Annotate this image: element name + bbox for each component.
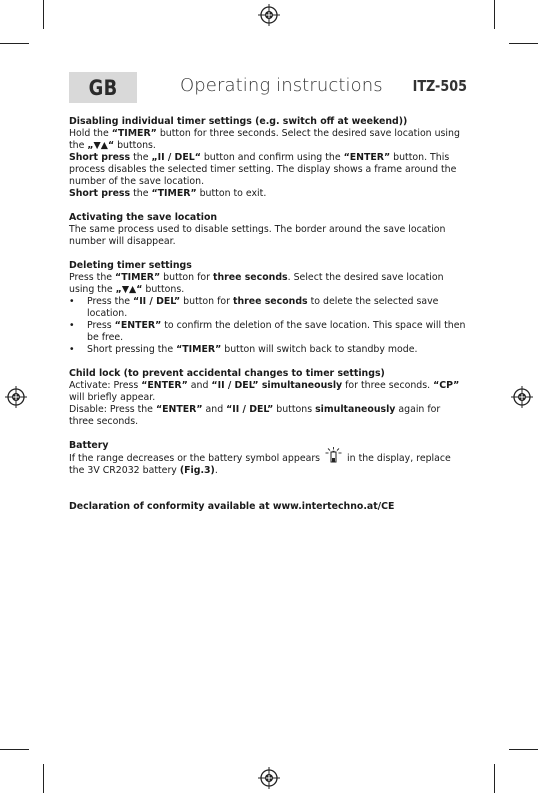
paragraph: Press the “TIMER” button for three seconds. Select the desired save location using the „▼▲“ buttons.	[69, 272, 444, 295]
model-number: ITZ-505	[412, 77, 467, 95]
section-heading-delete: Deleting timer settings	[69, 260, 192, 271]
instructions-body	[69, 116, 467, 513]
language-code: GB	[88, 75, 118, 100]
language-badge	[69, 72, 137, 103]
section-heading-activate: Activating the save location	[69, 212, 218, 223]
crop-mark	[509, 749, 538, 750]
section-heading-childlock: Child lock (to prevent accidental changes to timer settings)	[69, 368, 385, 379]
crop-mark	[43, 0, 44, 29]
page-title: Operating instructions	[180, 75, 383, 96]
crop-mark	[0, 43, 29, 44]
paragraph: Disable: Press the “ENTER” and “II / DEL” buttons simultaneously again for three seconds.	[69, 404, 441, 427]
paragraph: If the range decreases or the battery symbol appears in the display, replace the 3V CR2032 battery (Fig.3).	[69, 452, 467, 477]
list-item: • Press “ENTER” to confirm the deletion of the save location. This space will then be free.	[69, 320, 466, 343]
section-heading-battery: Battery	[69, 440, 109, 451]
page-header	[69, 72, 467, 103]
crop-mark	[0, 749, 29, 750]
crop-mark	[494, 764, 495, 793]
registration-mark-icon	[511, 386, 533, 408]
paragraph: Hold the “TIMER” button for three seconds. Select the desired save location using the „▼▲“ buttons.	[69, 128, 460, 151]
list-item: • Short pressing the “TIMER” button will switch back to standby mode.	[69, 344, 418, 355]
bullet-icon: •	[69, 296, 75, 307]
bullet-icon: •	[69, 344, 75, 355]
registration-mark-icon	[258, 767, 280, 789]
conformity-note: Declaration of conformity available at www.intertechno.at/CE	[69, 501, 395, 512]
paragraph: Short press the „II / DEL“ button and confirm using the “ENTER” button. This process disables the selected timer setting. The display shows a frame around the number of the save location.	[69, 152, 457, 187]
registration-mark-icon	[258, 4, 280, 26]
section-heading-disable: Disabling individual timer settings (e.g. switch off at weekend))	[69, 116, 408, 127]
paragraph: Activate: Press “ENTER” and “II / DEL” simultaneously for three seconds. “CP” will briefly appear.	[69, 380, 460, 403]
paragraph: The same process used to disable settings. The border around the save location number will disappear.	[69, 224, 446, 247]
crop-mark	[43, 764, 44, 793]
bullet-icon: •	[69, 320, 75, 331]
paragraph: Short press the “TIMER” button to exit.	[69, 188, 267, 199]
list-item: • Press the “II / DEL” button for three seconds to delete the selected save location.	[69, 296, 439, 319]
crop-mark	[509, 43, 538, 44]
registration-mark-icon	[5, 386, 27, 408]
battery-low-icon	[325, 447, 342, 465]
crop-mark	[494, 0, 495, 29]
